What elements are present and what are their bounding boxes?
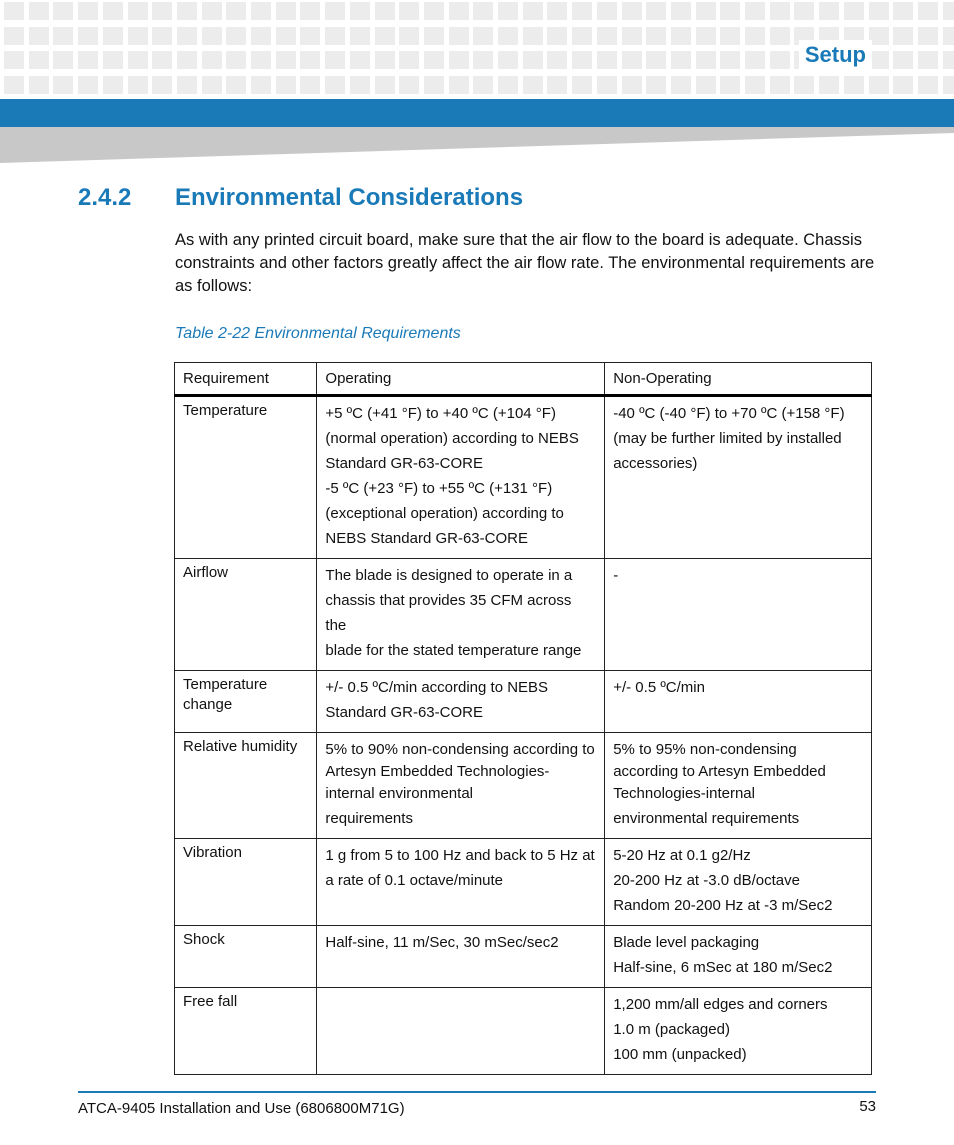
grid-cell [300, 51, 320, 69]
grid-cell [547, 51, 567, 69]
grid-cell [449, 51, 469, 69]
grid-cell [473, 51, 493, 69]
grid-cell [276, 2, 296, 20]
requirement-cell: Free fall [175, 988, 317, 1075]
column-header-requirement: Requirement [175, 363, 317, 396]
grid-cell [300, 76, 320, 94]
grid-cell [276, 51, 296, 69]
cell-line: - [613, 567, 619, 584]
cell-line: according to Artesyn Embedded [613, 763, 826, 780]
grid-cell [202, 27, 222, 45]
cell-line: (exceptional operation) according to [325, 505, 564, 522]
grid-cell [819, 2, 839, 20]
grid-cell [844, 76, 864, 94]
column-header-non-operating: Non-Operating [605, 363, 872, 396]
grid-cell [325, 27, 345, 45]
operating-cell [317, 671, 605, 733]
non-operating-cell [605, 733, 872, 839]
cell-line: Artesyn Embedded Technologies- [325, 763, 550, 780]
grid-cell [770, 27, 790, 45]
table-row [175, 733, 872, 839]
environmental-requirements-table [174, 362, 872, 1075]
grid-cell [350, 2, 370, 20]
grid-cell [325, 51, 345, 69]
grid-cell [597, 51, 617, 69]
grid-cell [226, 27, 246, 45]
grid-cell [177, 76, 197, 94]
cell-line: accessories) [613, 455, 698, 472]
grid-cell [399, 51, 419, 69]
cell-line: 5% to 95% non-condensing [613, 741, 797, 758]
grid-cell [893, 76, 913, 94]
grid-cell [671, 76, 691, 94]
grid-cell [671, 2, 691, 20]
cell-line: Half-sine, 6 mSec at 180 m/Sec2 [613, 959, 833, 976]
grid-cell [152, 27, 172, 45]
grid-cell [350, 27, 370, 45]
grid-cell [745, 27, 765, 45]
cell-line: (normal operation) according to NEBS [325, 430, 579, 447]
cell-line: Standard GR-63-CORE [325, 455, 483, 472]
cell-line: Standard GR-63-CORE [325, 704, 483, 721]
grid-cell [622, 51, 642, 69]
non-operating-cell [605, 559, 872, 671]
cell-line: -40 ºC (-40 °F) to +70 ºC (+158 °F) [613, 405, 845, 422]
cell-line: a rate of 0.1 octave/minute [325, 872, 504, 889]
header-gray-wedge [0, 127, 954, 163]
grid-cell [251, 2, 271, 20]
grid-cell [770, 76, 790, 94]
grid-cell [375, 76, 395, 94]
grid-cell [646, 2, 666, 20]
grid-cell [29, 76, 49, 94]
grid-cell [78, 51, 98, 69]
grid-cell [918, 27, 938, 45]
requirement-cell: Airflow [175, 559, 317, 671]
requirement-cell: Shock [175, 926, 317, 988]
grid-cell [152, 2, 172, 20]
grid-cell [473, 27, 493, 45]
section-title: Environmental Considerations [175, 184, 524, 211]
cell-line: +/- 0.5 ºC/min [613, 679, 705, 696]
column-header-operating: Operating [317, 363, 605, 396]
grid-cell [325, 76, 345, 94]
footer-rule [78, 1091, 876, 1093]
cell-line: +/- 0.5 ºC/min according to NEBS [325, 679, 549, 696]
grid-cell [943, 76, 954, 94]
cell-line: 1,200 mm/all edges and corners [613, 996, 828, 1013]
grid-cell [943, 27, 954, 45]
cell-line: +5 ºC (+41 °F) to +40 ºC (+104 °F) [325, 405, 556, 422]
grid-cell [671, 27, 691, 45]
grid-cell [103, 2, 123, 20]
grid-cell [523, 2, 543, 20]
non-operating-cell [605, 671, 872, 733]
table-row [175, 839, 872, 926]
cell-line: The blade is designed to operate in a [325, 567, 573, 584]
grid-cell [103, 76, 123, 94]
footer-document-title: ATCA-9405 Installation and Use (6806800M71G) [78, 1100, 405, 1117]
requirement-cell: Temperature change [175, 671, 317, 733]
cell-line: Random 20-200 Hz at -3 m/Sec2 [613, 897, 833, 914]
grid-cell [770, 51, 790, 69]
grid-cell [498, 51, 518, 69]
cell-line: 1 g from 5 to 100 Hz and back to 5 Hz at [325, 847, 595, 864]
grid-cell [300, 2, 320, 20]
table-header-row [175, 363, 872, 396]
grid-cell [276, 27, 296, 45]
grid-cell [424, 27, 444, 45]
grid-cell [78, 2, 98, 20]
operating-cell [317, 559, 605, 671]
grid-cell [547, 2, 567, 20]
cell-line: Blade level packaging [613, 934, 760, 951]
grid-cell [696, 76, 716, 94]
grid-cell [177, 51, 197, 69]
grid-cell [869, 76, 889, 94]
grid-cell [918, 2, 938, 20]
intro-paragraph: As with any printed circuit board, make sure that the air flow to the board is adequate. Chassis constraints and other factors greatly affect the air flow rate. The environmental requirements are as follows: [175, 231, 875, 295]
grid-cell [78, 27, 98, 45]
grid-cell [794, 76, 814, 94]
grid-cell [424, 76, 444, 94]
footer-page-number: 53 [859, 1098, 876, 1115]
grid-cell [399, 2, 419, 20]
grid-cell [152, 51, 172, 69]
grid-cell [375, 2, 395, 20]
grid-cell [646, 27, 666, 45]
cell-line: chassis that provides 35 CFM across the [325, 592, 572, 634]
table-row [175, 559, 872, 671]
header-blue-bar [0, 99, 954, 127]
grid-cell [202, 76, 222, 94]
grid-cell [325, 2, 345, 20]
grid-cell [128, 27, 148, 45]
grid-cell [893, 2, 913, 20]
grid-cell [745, 76, 765, 94]
cell-line: 20-200 Hz at -3.0 dB/octave [613, 872, 800, 889]
grid-cell [473, 2, 493, 20]
grid-cell [152, 76, 172, 94]
grid-cell [671, 51, 691, 69]
grid-cell [251, 76, 271, 94]
grid-cell [943, 51, 954, 69]
grid-cell [523, 76, 543, 94]
grid-cell [720, 2, 740, 20]
table-row [175, 926, 872, 988]
grid-cell [202, 2, 222, 20]
grid-cell [251, 27, 271, 45]
grid-cell [449, 2, 469, 20]
grid-cell [449, 76, 469, 94]
grid-cell [622, 27, 642, 45]
grid-cell [597, 2, 617, 20]
grid-cell [869, 2, 889, 20]
requirement-cell: Temperature [175, 396, 317, 559]
cell-line: NEBS Standard GR-63-CORE [325, 530, 528, 547]
grid-cell [4, 51, 24, 69]
cell-line: 5% to 90% non-condensing according to [325, 741, 595, 758]
grid-cell [53, 76, 73, 94]
operating-cell [317, 733, 605, 839]
non-operating-cell [605, 926, 872, 988]
grid-cell [29, 27, 49, 45]
grid-cell [597, 76, 617, 94]
grid-cell [350, 76, 370, 94]
table-row [175, 671, 872, 733]
grid-cell [918, 51, 938, 69]
grid-cell [893, 27, 913, 45]
grid-cell [177, 2, 197, 20]
grid-cell [498, 2, 518, 20]
cell-line: requirements [325, 810, 413, 827]
grid-cell [597, 27, 617, 45]
grid-cell [844, 2, 864, 20]
grid-cell [473, 76, 493, 94]
grid-cell [202, 51, 222, 69]
grid-cell [523, 27, 543, 45]
grid-cell [745, 2, 765, 20]
grid-cell [424, 2, 444, 20]
grid-cell [622, 2, 642, 20]
grid-cell [78, 76, 98, 94]
grid-cell [29, 2, 49, 20]
cell-line: 100 mm (unpacked) [613, 1046, 747, 1063]
grid-cell [449, 27, 469, 45]
section-number: 2.4.2 [78, 184, 132, 211]
grid-cell [646, 51, 666, 69]
table-row [175, 988, 872, 1075]
grid-cell [399, 76, 419, 94]
non-operating-cell [605, 988, 872, 1075]
grid-cell [523, 51, 543, 69]
grid-cell [646, 76, 666, 94]
cell-line: blade for the stated temperature range [325, 642, 582, 659]
grid-cell [696, 2, 716, 20]
operating-cell [317, 839, 605, 926]
grid-cell [399, 27, 419, 45]
requirement-cell: Vibration [175, 839, 317, 926]
grid-cell [572, 76, 592, 94]
grid-cell [745, 51, 765, 69]
grid-cell [547, 27, 567, 45]
non-operating-cell [605, 839, 872, 926]
grid-cell [103, 27, 123, 45]
grid-cell [696, 27, 716, 45]
grid-cell [770, 2, 790, 20]
grid-cell [103, 51, 123, 69]
grid-cell [128, 76, 148, 94]
operating-cell [317, 926, 605, 988]
grid-cell [226, 76, 246, 94]
grid-cell [4, 2, 24, 20]
grid-cell [918, 76, 938, 94]
grid-cell [375, 27, 395, 45]
cell-line: -5 ºC (+23 °F) to +55 ºC (+131 °F) [325, 480, 553, 497]
cell-line: environmental requirements [613, 810, 800, 827]
grid-cell [375, 51, 395, 69]
requirement-cell: Relative humidity [175, 733, 317, 839]
grid-cell [547, 76, 567, 94]
grid-cell [128, 2, 148, 20]
grid-cell [29, 51, 49, 69]
grid-cell [893, 51, 913, 69]
cell-line: 5-20 Hz at 0.1 g2/Hz [613, 847, 751, 864]
cell-line: (may be further limited by installed [613, 430, 842, 447]
chapter-title: Setup [799, 40, 872, 70]
table-caption: Table 2-22 Environmental Requirements [175, 325, 461, 342]
grid-cell [276, 76, 296, 94]
grid-cell [696, 51, 716, 69]
grid-cell [720, 51, 740, 69]
cell-line: Technologies-internal [613, 785, 755, 802]
grid-cell [4, 76, 24, 94]
grid-cell [498, 27, 518, 45]
cell-line: internal environmental [325, 785, 473, 802]
grid-cell [226, 51, 246, 69]
grid-cell [622, 76, 642, 94]
grid-cell [177, 27, 197, 45]
grid-cell [128, 51, 148, 69]
grid-cell [53, 27, 73, 45]
grid-cell [251, 51, 271, 69]
grid-cell [53, 51, 73, 69]
grid-cell [572, 2, 592, 20]
cell-line: Half-sine, 11 m/Sec, 30 mSec/sec2 [325, 934, 559, 951]
grid-cell [819, 76, 839, 94]
operating-cell [317, 988, 605, 1075]
grid-cell [498, 76, 518, 94]
grid-cell [572, 51, 592, 69]
grid-cell [4, 27, 24, 45]
grid-cell [226, 2, 246, 20]
grid-cell [794, 2, 814, 20]
grid-cell [720, 27, 740, 45]
grid-cell [572, 27, 592, 45]
non-operating-cell [605, 396, 872, 559]
grid-cell [424, 51, 444, 69]
grid-cell [720, 76, 740, 94]
grid-cell [350, 51, 370, 69]
grid-cell [943, 2, 954, 20]
operating-cell [317, 396, 605, 559]
cell-line: 1.0 m (packaged) [613, 1021, 730, 1038]
table-row [175, 396, 872, 559]
grid-cell [53, 2, 73, 20]
grid-cell [300, 27, 320, 45]
